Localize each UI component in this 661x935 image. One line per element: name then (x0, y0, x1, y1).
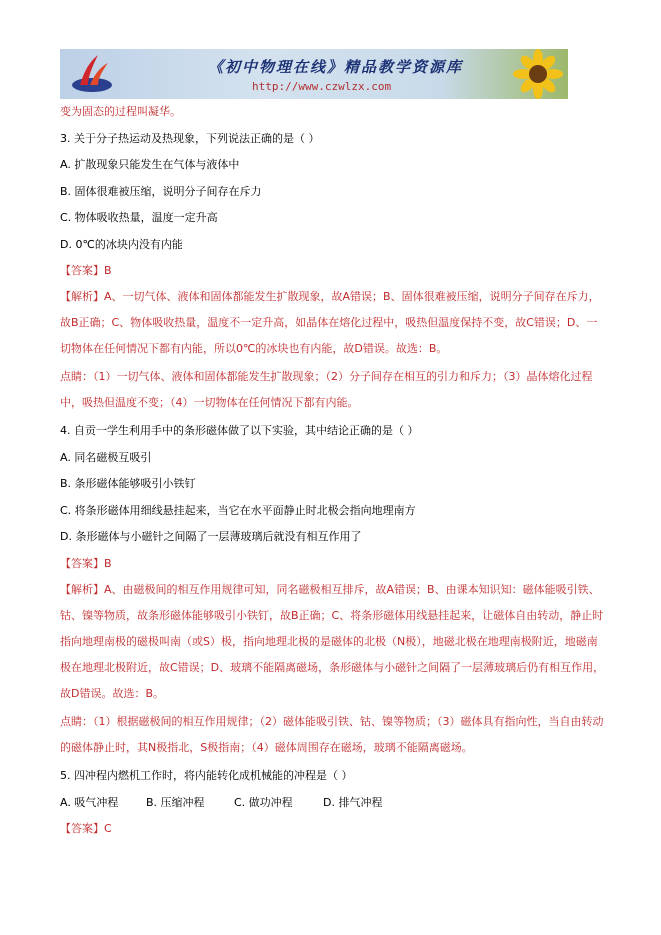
intro-text: 变为固态的过程叫凝华。 (60, 105, 181, 118)
banner-title: 《初中物理在线》精品教学资源库 (208, 58, 464, 76)
q3-stem: 3. 关于分子热运动及热现象，下列说法正确的是（ ） (60, 132, 320, 145)
banner-url: http://www.czwlzx.com (252, 80, 392, 93)
sunflower-icon (498, 49, 568, 99)
q3-option-a: A. 扩散现象只能发生在气体与液体中 (60, 158, 240, 171)
q5-option-b: B. 压缩冲程 (146, 796, 205, 809)
q4-analysis: 【解析】A、由磁极间的相互作用规律可知，同名磁极相互排斥，故A错误；B、由课本知识知：磁体能吸引铁、钴、镍等物质，故条形磁体能够吸引小铁钉，故B正确；C、将条形磁体用线悬挂起来，让磁体自由转动，静止时指向地理南极的磁极叫南（或S）极，指向地理北极的是磁体的北极（N极），地磁北极在地理南极附近，地磁南极在地理北极附近，故C错误；D、玻璃不能隔离磁场，条形磁体与小磁针之间隔了一层薄玻璃后仍有相互作用，故D错误。故选：B。 (60, 583, 605, 700)
q4-option-d: D. 条形磁体与小磁针之间隔了一层薄玻璃后就没有相互作用了 (60, 530, 362, 543)
q3-option-b: B. 固体很难被压缩，说明分子间存在斥力 (60, 185, 262, 198)
header-banner (60, 49, 568, 99)
q5-option-d: D. 排气冲程 (323, 796, 383, 809)
q3-option-d: D. 0℃的冰块内没有内能 (60, 238, 183, 251)
q3-analysis: 【解析】A、一切气体、液体和固体都能发生扩散现象，故A错误；B、固体很难被压缩，说明分子间存在斥力，故B正确；C、物体吸收热量，温度不一定升高，如晶体在熔化过程中，吸热但温度保持不变，故C错误；D、一切物体在任何情况下都有内能，所以0℃的冰块也有内能，故D错误。故选：B。 (60, 290, 600, 355)
q5-option-c: C. 做功冲程 (234, 796, 293, 809)
q4-option-b: B. 条形磁体能够吸引小铁钉 (60, 477, 196, 490)
q4-stem: 4. 自贡一学生利用手中的条形磁体做了以下实验，其中结论正确的是（ ） (60, 424, 419, 437)
q5-option-a: A. 吸气冲程 (60, 796, 119, 809)
q3-option-c: C. 物体吸收热量，温度一定升高 (60, 211, 218, 224)
q5-stem: 5. 四冲程内燃机工作时，将内能转化成机械能的冲程是（ ） (60, 769, 353, 782)
q4-answer: 【答案】B (60, 557, 112, 570)
q5-answer: 【答案】C (60, 822, 112, 835)
q3-answer: 【答案】B (60, 264, 112, 277)
q4-option-c: C. 将条形磁体用细线悬挂起来，当它在水平面静止时北极会指向地理南方 (60, 504, 416, 517)
q4-tips: 点睛：（1）根据磁极间的相互作用规律；（2）磁体能吸引铁、钴、镍等物质；（3）磁体具有指向性，当自由转动的磁体静止时，其N极指北，S极指南；（4）磁体周围存在磁场，玻璃不能隔离磁场。 (60, 715, 604, 754)
site-logo-icon (70, 53, 114, 95)
q3-tips: 点睛：（1）一切气体、液体和固体都能发生扩散现象；（2）分子间存在相互的引力和斥力；（3）晶体熔化过程中，吸热但温度不变；（4）一切物体在任何情况下都有内能。 (60, 370, 593, 409)
q4-option-a: A. 同名磁极互吸引 (60, 451, 152, 464)
